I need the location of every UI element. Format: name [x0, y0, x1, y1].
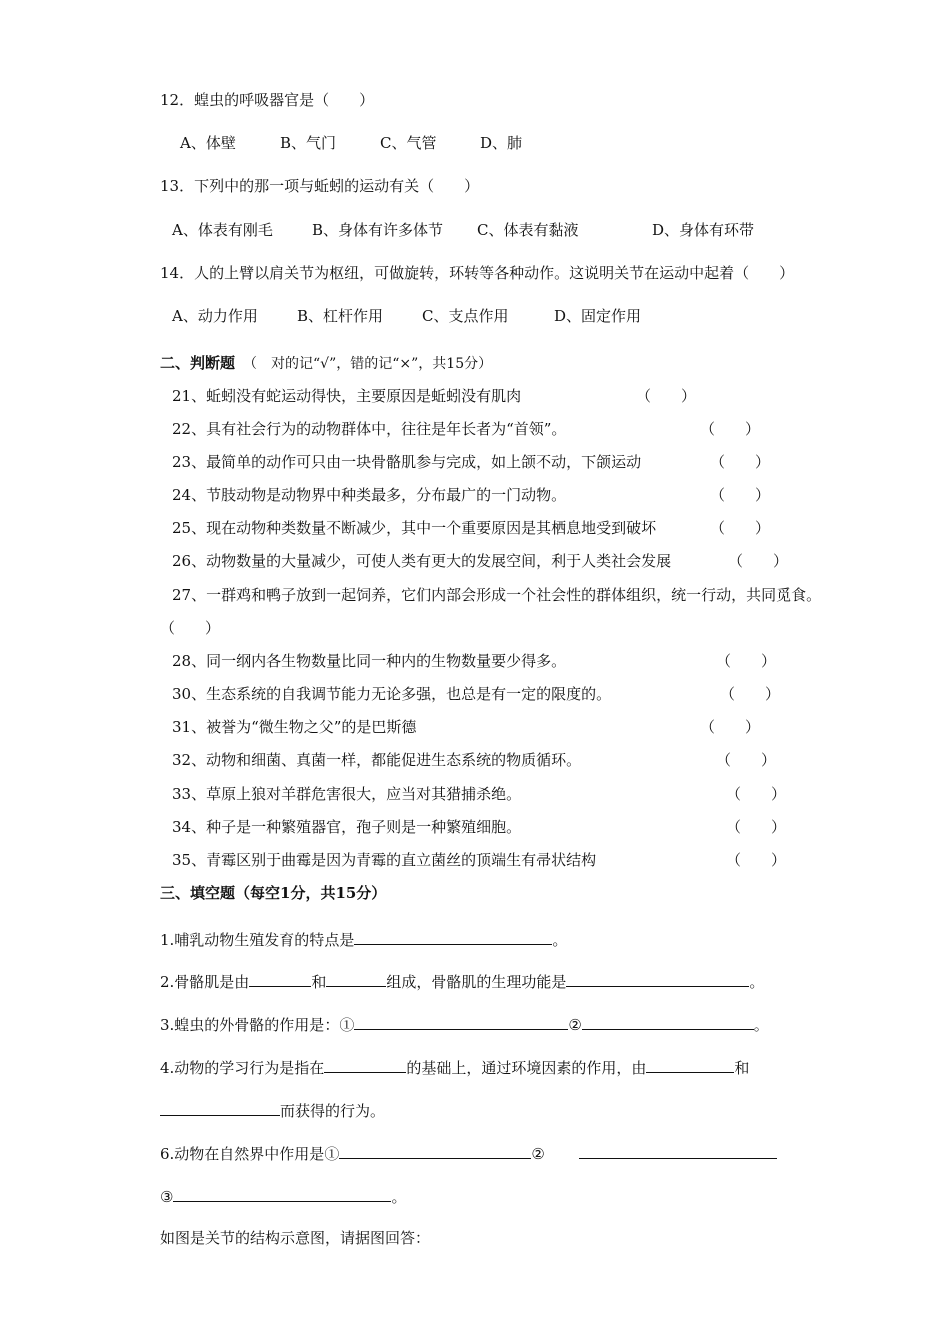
- fill-4-text-c: 和: [734, 1059, 750, 1077]
- fill-2-text-a: 2.骨骼肌是由: [160, 973, 250, 991]
- judge-answer-23: （ ）: [710, 453, 771, 471]
- option-c: C、支点作用: [422, 307, 509, 325]
- judge-item-27: 27、一群鸡和鸭子放到一起饲养，它们内部会形成一个社会性的群体组织，统一行动，共同觅食。: [172, 586, 822, 604]
- fill-2-blank-2[interactable]: [326, 970, 386, 987]
- fill-3-text-b: ②: [568, 1016, 582, 1034]
- fill-3-blank-1[interactable]: [354, 1013, 568, 1030]
- fill-question-3: [160, 1013, 769, 1035]
- judge-item-22: 22、具有社会行为的动物群体中，往往是年长者为“首领”。: [172, 420, 567, 438]
- fill-2-text-c: 组成，骨骼肌的生理功能是: [386, 973, 567, 991]
- judge-answer-33: （ ）: [726, 785, 787, 803]
- option-a: A、体表有刚毛: [172, 221, 273, 239]
- option-a: A、动力作用: [172, 307, 258, 325]
- judge-answer-30: （ ）: [720, 685, 781, 703]
- question-14-options: [172, 306, 641, 326]
- fill-6-end: 。: [391, 1188, 407, 1206]
- fill-question-6: [160, 1142, 777, 1164]
- judge-item-35: 35、青霉区别于曲霉是因为青霉的直立菌丝的顶端生有帚状结构: [172, 851, 597, 869]
- judge-answer-35: （ ）: [726, 851, 787, 869]
- option-c: C、体表有黏液: [477, 221, 579, 239]
- fill-4-text-d: 而获得的行为。: [280, 1102, 386, 1120]
- judge-answer-31: （ ）: [700, 718, 761, 736]
- judge-answer-34: （ ）: [726, 818, 787, 836]
- fill-question-4: [160, 1056, 749, 1078]
- fill-6-text-a: 6.动物在自然界中作用是①: [160, 1145, 340, 1163]
- judge-answer-26: （ ）: [728, 552, 789, 570]
- option-c: C、气管: [380, 134, 437, 152]
- fill-6-blank-1[interactable]: [339, 1142, 531, 1159]
- judge-item-32: 32、动物和细菌、真菌一样，都能促进生态系统的物质循环。: [172, 751, 582, 769]
- figure-intro: 如图是关节的结构示意图，请据图回答：: [160, 1229, 431, 1247]
- option-d: D、肺: [480, 134, 523, 152]
- fill-6-text-b: ②: [531, 1145, 545, 1163]
- option-b: B、杠杆作用: [297, 307, 384, 325]
- judge-answer-32: （ ）: [716, 751, 777, 769]
- question-12-options: [180, 133, 522, 153]
- judge-item-28: 28、同一纲内各生物数量比同一种内的生物数量要少得多。: [172, 652, 567, 670]
- fill-question-1: [160, 928, 567, 950]
- option-d: D、固定作用: [554, 307, 642, 325]
- option-a: A、体壁: [180, 134, 236, 152]
- judge-item-24: 24、节肢动物是动物界中种类最多，分布最广的一门动物。: [172, 486, 567, 504]
- judge-item-30: 30、生态系统的自我调节能力无论多强，也总是有一定的限度的。: [172, 685, 612, 703]
- fill-4-blank-2[interactable]: [646, 1056, 734, 1073]
- question-13-options: [172, 220, 754, 240]
- fill-4-blank-3[interactable]: [160, 1099, 280, 1116]
- option-d: D、身体有环带: [652, 221, 755, 239]
- fill-3-text-a: 3.蝗虫的外骨骼的作用是：①: [160, 1016, 355, 1034]
- fill-2-end: 。: [749, 973, 765, 991]
- section-2-title: 二、判断题: [160, 354, 236, 372]
- judge-item-34: 34、种子是一种繁殖器官，孢子则是一种繁殖细胞。: [172, 818, 522, 836]
- fill-4-text-b: 的基础上，通过环境因素的作用，由: [406, 1059, 647, 1077]
- fill-1-blank[interactable]: [354, 928, 552, 945]
- question-14-stem: 14．人的上臂以肩关节为枢纽，可做旋转，环转等各种动作。这说明关节在运动中起着（ ）: [160, 264, 795, 282]
- judge-answer-27: （ ）: [160, 619, 221, 637]
- fill-2-blank-3[interactable]: [566, 970, 749, 987]
- judge-answer-24: （ ）: [710, 486, 771, 504]
- fill-3-blank-2[interactable]: [582, 1013, 754, 1030]
- fill-1-end: 。: [552, 931, 568, 949]
- fill-6-blank-2[interactable]: [579, 1142, 777, 1159]
- fill-question-6-cont: [160, 1185, 406, 1207]
- question-13-stem: 13．下列中的那一项与蚯蚓的运动有关（ ）: [160, 177, 480, 195]
- judge-item-33: 33、草原上狼对羊群危害很大，应当对其猎捕杀绝。: [172, 785, 522, 803]
- fill-2-text-b: 和: [311, 973, 327, 991]
- fill-question-4-cont: [160, 1099, 385, 1121]
- fill-6-blank-3[interactable]: [173, 1185, 391, 1202]
- fill-2-blank-1[interactable]: [249, 970, 311, 987]
- judge-answer-22: （ ）: [700, 420, 761, 438]
- fill-1-text: 1.哺乳动物生殖发育的特点是: [160, 931, 355, 949]
- judge-item-23: 23、最简单的动作可只由一块骨骼肌参与完成，如上颌不动，下颌运动: [172, 453, 642, 471]
- judge-item-21: 21、蚯蚓没有蛇运动得快，主要原因是蚯蚓没有肌肉: [172, 387, 522, 405]
- judge-answer-21: （ ）: [636, 387, 697, 405]
- section-2-heading: [160, 353, 492, 374]
- judge-answer-25: （ ）: [710, 519, 771, 537]
- section-3-title: 三、填空题（每空1分，共15分）: [160, 884, 387, 902]
- judge-item-31: 31、被誉为“微生物之父”的是巴斯德: [172, 718, 417, 736]
- fill-question-2: [160, 970, 764, 992]
- option-b: B、气门: [280, 134, 337, 152]
- option-b: B、身体有许多体节: [312, 221, 444, 239]
- fill-3-end: 。: [753, 1016, 769, 1034]
- question-12-stem: 12．蝗虫的呼吸器官是（ ）: [160, 91, 375, 109]
- judge-answer-28: （ ）: [716, 652, 777, 670]
- section-2-note: （ 对的记“√”，错的记“×”，共15分）: [243, 356, 493, 372]
- fill-6-text-c: ③: [160, 1188, 174, 1206]
- fill-4-blank-1[interactable]: [324, 1056, 406, 1073]
- judge-item-26: 26、动物数量的大量减少，可使人类有更大的发展空间，利于人类社会发展: [172, 552, 672, 570]
- judge-item-25: 25、现在动物种类数量不断减少，其中一个重要原因是其栖息地受到破坏: [172, 519, 657, 537]
- fill-4-text-a: 4.动物的学习行为是指在: [160, 1059, 325, 1077]
